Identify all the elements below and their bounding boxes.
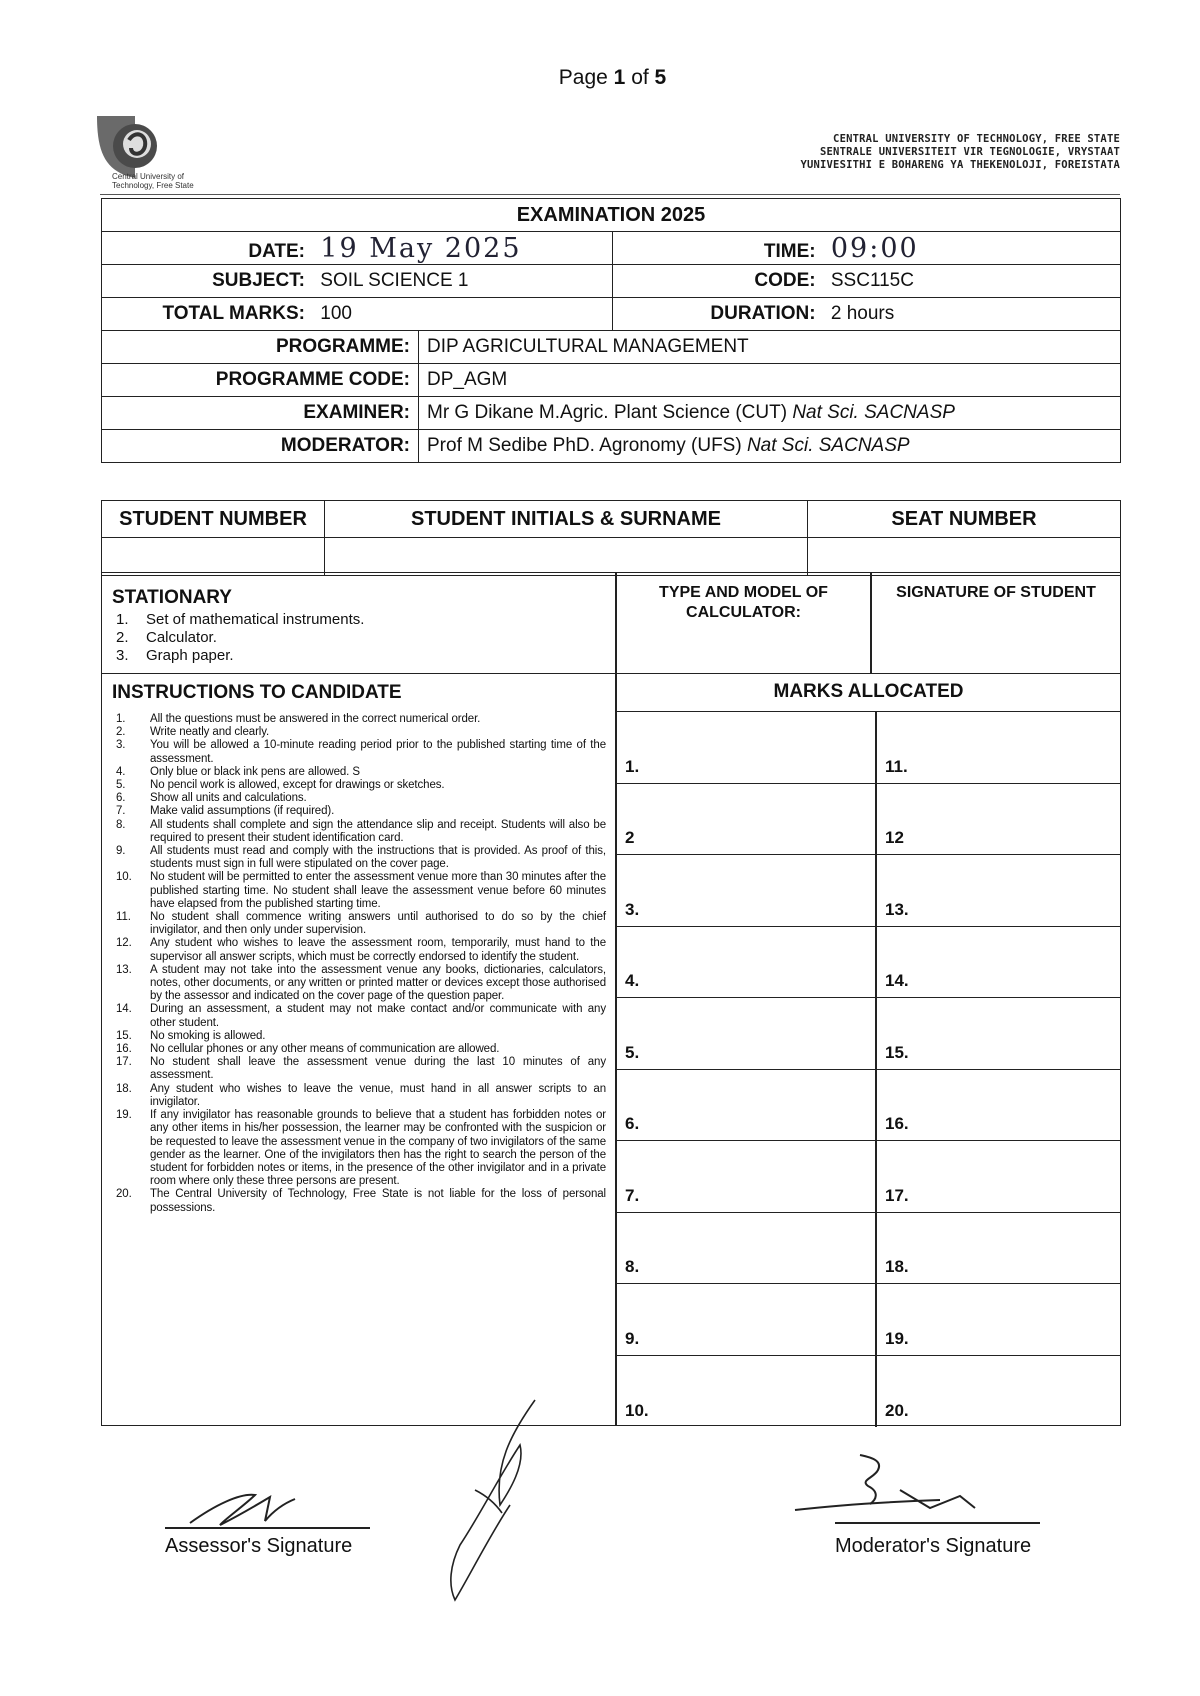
instructions-list: [116, 713, 606, 1215]
total-marks-label: TOTAL MARKS:: [162, 303, 305, 324]
subject-label: SUBJECT:: [212, 270, 305, 291]
mark-number: 1.: [625, 756, 640, 776]
instruction-item: [116, 779, 606, 792]
mark-cell[interactable]: [877, 1284, 1120, 1356]
instruction-text: No smoking is allowed.: [150, 1029, 266, 1042]
subject-value: SOIL SCIENCE 1: [320, 270, 469, 291]
moderator-signature-image: [790, 1450, 980, 1525]
instruction-number: 10.: [116, 871, 132, 884]
student-number-field[interactable]: [102, 538, 325, 576]
mark-cell[interactable]: [877, 1070, 1120, 1142]
lower-section: [101, 572, 1121, 1426]
mark-number: 19.: [885, 1328, 909, 1348]
university-names: CENTRAL UNIVERSITY OF TECHNOLOGY, FREE STATE SENTRALE UNIVERSITEIT VIR TEGNOLOGIE, VRYSTAAT YUNIVESITHI E BOHARENG YA THEKENOLOJI, FOREISTATA: [800, 133, 1120, 171]
mark-cell[interactable]: [617, 1284, 875, 1356]
mark-cell[interactable]: [617, 784, 875, 856]
examiner-registration: Nat Sci. SACNASP: [792, 402, 955, 423]
instruction-item: [116, 1003, 606, 1029]
instruction-item: [116, 805, 606, 818]
instruction-item: [116, 713, 606, 726]
stationary-list: [116, 611, 364, 665]
mark-number: 8.: [625, 1257, 640, 1276]
mark-number: 14.: [885, 971, 909, 990]
instruction-number: 4.: [116, 765, 126, 778]
instruction-text: All students shall complete and sign the attendance slip and receipt. Students will also be required to present their student identification card.: [150, 818, 606, 844]
instruction-item: [116, 726, 606, 739]
code-label: CODE:: [754, 270, 816, 291]
mark-cell[interactable]: [877, 998, 1120, 1070]
instruction-text: All the questions must be answered in the correct numerical order.: [150, 713, 481, 725]
instruction-text: Write neatly and clearly.: [150, 726, 270, 739]
mark-cell[interactable]: [617, 712, 875, 784]
instruction-text: Make valid assumptions (if required).: [150, 805, 335, 818]
examiner-label: EXAMINER:: [102, 397, 419, 430]
instruction-item: [116, 1188, 606, 1214]
date-value: 19 May 2025: [320, 232, 522, 264]
instruction-number: 15.: [116, 1029, 132, 1042]
mark-cell[interactable]: [617, 1070, 875, 1142]
instruction-text: Any student who wishes to leave the assessment room, temporarily, must hand to the supervisor all answer scripts, which must be correctly endorsed to identify the student.: [150, 937, 606, 963]
mark-number: 6.: [625, 1114, 640, 1133]
mark-number: 13.: [885, 899, 909, 919]
mark-cell[interactable]: [617, 1356, 875, 1428]
instruction-number: 3.: [116, 739, 126, 752]
instruction-item: [116, 739, 606, 765]
seat-number-header: SEAT NUMBER: [808, 501, 1121, 538]
instruction-text: No student shall commence writing answers until authorised to do so by the chief invigilator, and then only under supervision.: [150, 911, 606, 937]
instruction-number: 2.: [116, 726, 126, 739]
instruction-number: 20.: [116, 1188, 132, 1201]
list-item: 1. Set of mathematical instruments.: [116, 611, 365, 628]
mark-number: 4.: [625, 971, 640, 990]
mark-number: 15.: [885, 1042, 909, 1062]
mark-number: 11.: [885, 756, 908, 776]
mark-number: 3.: [625, 899, 640, 919]
exam-heading: EXAMINATION 2025: [102, 199, 1121, 232]
duration-value: 2 hours: [830, 303, 895, 324]
stationary-title: STATIONARY: [112, 587, 232, 608]
instruction-item: [116, 845, 606, 871]
stationary-row: [102, 573, 1120, 674]
mark-number: 10.: [625, 1401, 649, 1420]
instruction-item: [116, 792, 606, 805]
instruction-item: [116, 964, 606, 1004]
instruction-item: [116, 819, 606, 845]
mark-cell[interactable]: [877, 1141, 1120, 1213]
mark-cell[interactable]: [617, 855, 875, 927]
instruction-item: [116, 1030, 606, 1043]
mark-number: 20.: [885, 1401, 909, 1420]
instruction-text: Any student who wishes to leave the venue, must hand in all answer scripts to an invigilator.: [150, 1082, 606, 1108]
assessor-signature-label: Assessor's Signature: [165, 1535, 353, 1557]
instruction-text: No student will be permitted to enter the assessment venue more than 30 minutes after the published starting time. No student shall leave the assessment venue before 60 minutes have elapsed from the published starting time.: [150, 871, 606, 910]
instruction-number: 19.: [116, 1109, 132, 1122]
moderator-registration: Nat Sci. SACNASP: [746, 435, 910, 456]
mark-cell[interactable]: [877, 927, 1120, 999]
instruction-number: 16.: [116, 1043, 132, 1056]
mark-number: 7.: [625, 1185, 640, 1205]
total-marks-value: 100: [320, 303, 352, 324]
programme-code-value: DP_AGM: [419, 364, 1121, 397]
mark-cell[interactable]: [617, 1213, 875, 1285]
mark-cell[interactable]: [877, 1356, 1120, 1428]
instruction-number: 11.: [116, 911, 131, 924]
instruction-item: [116, 1043, 606, 1056]
mark-cell[interactable]: [617, 927, 875, 999]
instruction-number: 18.: [116, 1082, 132, 1095]
programme-value: DIP AGRICULTURAL MANAGEMENT: [419, 331, 1121, 364]
instruction-text: You will be allowed a 10-minute reading period prior to the published starting time of the assessment.: [150, 739, 606, 765]
time-value: 09:00: [830, 232, 919, 264]
instruction-item: [116, 911, 606, 937]
date-label: DATE:: [248, 240, 305, 262]
student-name-field[interactable]: [325, 538, 808, 576]
instruction-text: No pencil work is allowed, except for drawings or sketches.: [150, 779, 445, 792]
instruction-item: [116, 871, 606, 911]
code-value: SSC115C: [830, 270, 914, 291]
instruction-number: 6.: [116, 792, 126, 805]
instruction-number: 9.: [116, 845, 126, 858]
mark-number: 12: [885, 828, 904, 847]
instruction-text: If any invigilator has reasonable grounds to believe that a student has forbidden notes or any other items in his/her possession, the learner may be confronted with the suspicion or be requested to leave the assessment venue in the company of two invigilators of the same gender as the learner. One of the invigilators then has the right to search the person of the student for forbidden notes or items, in the presence of the other invigilator and in a private room where only these three persons are present.: [150, 1109, 606, 1188]
logo-caption: Central University of Technology, Free State: [112, 172, 194, 190]
student-signature-label: SIGNATURE OF STUDENT: [896, 584, 1096, 601]
instruction-number: 12.: [116, 937, 132, 950]
page-number: Page 1 of 5: [558, 66, 667, 89]
moderator-value: Prof M Sedibe PhD. Agronomy (UFS): [427, 435, 742, 456]
instruction-text: Show all units and calculations.: [150, 792, 307, 805]
instruction-text: During an assessment, a student may not make contact and/or communicate with any other student.: [150, 1003, 606, 1029]
mark-number: 5.: [625, 1042, 640, 1062]
header-divider: [100, 194, 1120, 195]
instruction-number: 7.: [116, 805, 126, 818]
mark-cell[interactable]: [877, 784, 1120, 856]
calculator-label: TYPE AND MODEL OF CALCULATOR:: [659, 584, 828, 621]
list-item: 3. Graph paper.: [116, 647, 234, 664]
instruction-item: [116, 937, 606, 963]
instructions-title: INSTRUCTIONS TO CANDIDATE: [112, 682, 402, 703]
instruction-item: [116, 1083, 606, 1109]
time-label: TIME:: [763, 240, 816, 262]
moderator-signature-label: Moderator's Signature: [835, 1535, 1032, 1557]
instruction-text: No student shall leave the assessment venue during the last 10 minutes of any assessment.: [150, 1056, 606, 1082]
mark-cell[interactable]: [877, 712, 1120, 784]
instruction-item: [116, 1056, 606, 1082]
instruction-text: A student may not take into the assessment venue any books, dictionaries, calculators, notes, other documents, or any written or printed matter or devices except those authorised by the assessor and indicated on the cover page of the question paper.: [150, 963, 606, 1003]
moderator-label: MODERATOR:: [102, 430, 419, 463]
instruction-text: All students must read and comply with the instructions that is provided. As proof of this, students must sign in full were stipulated on the cover page.: [150, 845, 606, 871]
instruction-number: 17.: [116, 1056, 132, 1069]
examiner-value: Mr G Dikane M.Agric. Plant Science (CUT): [427, 402, 788, 423]
duration-label: DURATION:: [710, 303, 816, 324]
mark-cell[interactable]: [877, 1213, 1120, 1285]
exam-details-table: [101, 198, 1121, 463]
mark-cell[interactable]: [877, 855, 1120, 927]
programme-code-label: PROGRAMME CODE:: [102, 364, 419, 397]
mark-cell[interactable]: [617, 1141, 875, 1213]
programme-label: PROGRAMME:: [102, 331, 419, 364]
instruction-text: No cellular phones or any other means of communication are allowed.: [150, 1043, 500, 1056]
instruction-text: The Central University of Technology, Free State is not liable for the loss of personal possessions.: [150, 1188, 606, 1214]
seat-number-field[interactable]: [808, 538, 1121, 576]
list-item: 2. Calculator.: [116, 629, 217, 646]
assessor-signature-image: [185, 1485, 305, 1530]
instruction-number: 8.: [116, 818, 126, 831]
instruction-item: [116, 1109, 606, 1188]
instruction-item: [116, 766, 606, 779]
mark-number: 2: [625, 828, 635, 847]
instruction-number: 13.: [116, 963, 132, 976]
marks-title: MARKS ALLOCATED: [617, 673, 1120, 712]
instruction-number: 14.: [116, 1003, 132, 1016]
mark-number: 16.: [885, 1114, 909, 1133]
mark-number: 17.: [885, 1185, 909, 1205]
instruction-number: 1.: [116, 713, 126, 725]
mark-number: 18.: [885, 1257, 909, 1276]
student-info-table: [101, 500, 1121, 576]
student-number-header: STUDENT NUMBER: [102, 501, 325, 538]
moderator-initials-signature: [440, 1395, 550, 1605]
mark-number: 9.: [625, 1328, 640, 1348]
instruction-number: 5.: [116, 779, 126, 792]
mark-cell[interactable]: [617, 998, 875, 1070]
student-name-header: STUDENT INITIALS & SURNAME: [325, 501, 808, 538]
instruction-text: Only blue or black ink pens are allowed. S: [150, 765, 360, 778]
